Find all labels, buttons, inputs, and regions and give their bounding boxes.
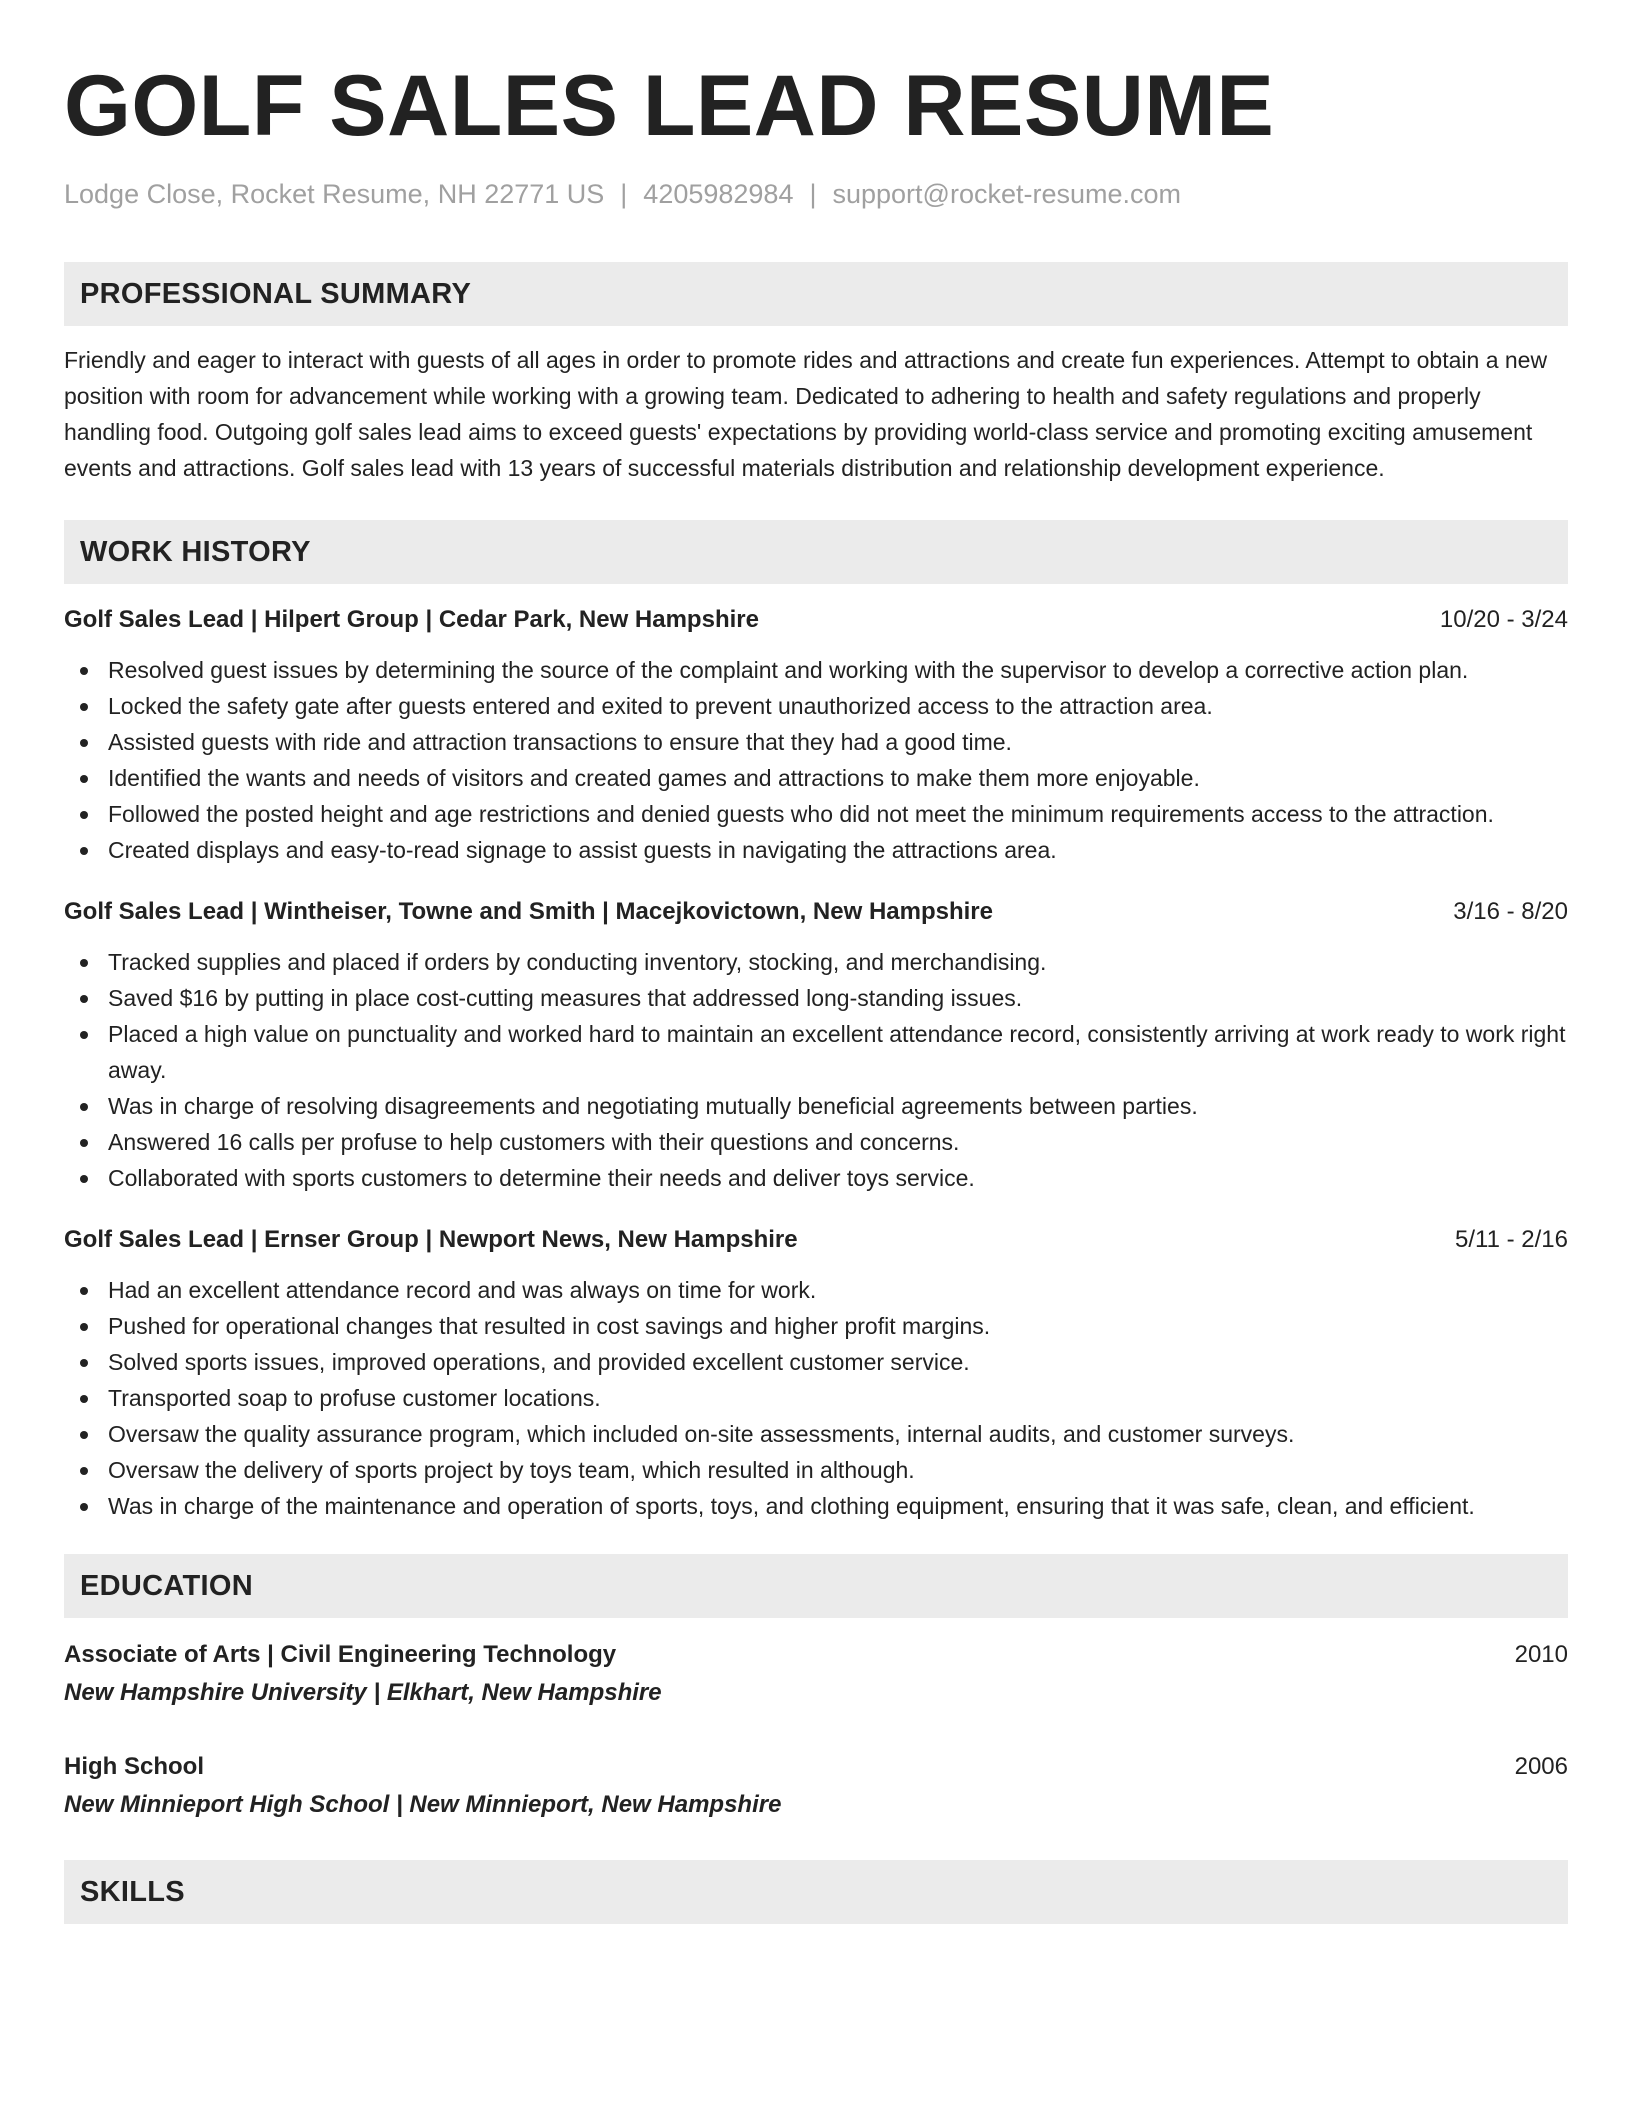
job-bullet-text: Locked the safety gate after guests entered and exited to prevent unauthorized access to the attraction area. [108,693,1213,719]
bullet-dot [80,995,88,1003]
education-heading: EDUCATION [64,1554,1568,1618]
job-bullet-text: Identified the wants and needs of visitors and created games and attractions to make them more enjoyable. [108,765,1200,791]
job-bullet-text: Was in charge of the maintenance and operation of sports, toys, and clothing equipment, ensuring that it was safe, clean, and efficient. [108,1493,1475,1519]
job-dates: 3/16 - 8/20 [1453,898,1568,925]
education-header [64,1636,1568,1674]
job-bullet-text: Oversaw the delivery of sports project by toys team, which resulted in although. [108,1457,915,1483]
bullet-dot [80,1503,88,1511]
education-year: 2006 [1514,1753,1568,1780]
job-bullet-text: Followed the posted height and age restrictions and denied guests who did not meet the minimum requirements access to the attraction. [108,801,1494,827]
job-bullet [64,1088,1568,1124]
education-degree: High School [64,1753,204,1780]
job-bullet [64,1308,1568,1344]
job-title: Golf Sales Lead | Hilpert Group | Cedar Park, New Hampshire [64,606,759,633]
job-header [64,602,1568,638]
job-bullet-text: Was in charge of resolving disagreements and negotiating mutually beneficial agreements between parties. [108,1093,1198,1119]
job-bullet-text: Assisted guests with ride and attraction transactions to ensure that they had a good time. [108,729,1012,755]
job-bullet [64,980,1568,1016]
job-bullet-text: Solved sports issues, improved operations, and provided excellent customer service. [108,1349,970,1375]
job-bullet-text: Saved $16 by putting in place cost-cutting measures that addressed long-standing issues. [108,985,1023,1011]
bullet-dot [80,1139,88,1147]
job-bullets [64,1272,1568,1524]
job-bullets [64,652,1568,868]
contact-separator: | [809,179,817,209]
bullet-dot [80,1031,88,1039]
contact-address: Lodge Close, Rocket Resume, NH 22771 US [64,179,605,209]
job-title: Golf Sales Lead | Ernser Group | Newport News, New Hampshire [64,1226,798,1253]
bullet-dot [80,811,88,819]
contact-separator: | [620,179,628,209]
contact-phone: 4205982984 [643,179,794,209]
job-entry [64,1222,1568,1524]
job-bullet [64,1344,1568,1380]
bullet-dot [80,1359,88,1367]
contact-line [64,176,1568,212]
education-header [64,1748,1568,1786]
bullet-dot [80,1103,88,1111]
job-bullet [64,1016,1568,1088]
job-bullet [64,1160,1568,1196]
job-bullet [64,724,1568,760]
bullet-dot [80,959,88,967]
education-school: New Hampshire University | Elkhart, New Hampshire [64,1679,662,1706]
job-bullet [64,1124,1568,1160]
job-bullet-text: Had an excellent attendance record and was always on time for work. [108,1277,817,1303]
education-degree: Associate of Arts | Civil Engineering Technology [64,1641,617,1668]
bullet-dot [80,775,88,783]
bullet-dot [80,739,88,747]
bullet-dot [80,1287,88,1295]
job-bullet [64,1452,1568,1488]
job-title: Golf Sales Lead | Wintheiser, Towne and Smith | Macejkovictown, New Hampshire [64,898,993,925]
education-year: 2010 [1514,1641,1568,1668]
job-bullet [64,944,1568,980]
job-bullet-text: Transported soap to profuse customer locations. [108,1385,601,1411]
education-entry [64,1636,1568,1712]
summary-heading: PROFESSIONAL SUMMARY [64,262,1568,326]
job-bullet [64,1488,1568,1524]
job-bullet [64,1272,1568,1308]
job-bullet-text: Placed a high value on punctuality and worked hard to maintain an excellent attendance record, consistently arriving at work ready to work right away. [108,1021,1566,1083]
bullet-dot [80,1323,88,1331]
job-bullet [64,760,1568,796]
job-header [64,1222,1568,1258]
job-bullet-text: Oversaw the quality assurance program, which included on-site assessments, internal audits, and customer surveys. [108,1421,1295,1447]
bullet-dot [80,1467,88,1475]
summary-text: Friendly and eager to interact with guests of all ages in order to promote rides and attractions and create fun experiences. Attempt to obtain a new position with room for advancement while working with a growing team. Dedicated to adhering to health and safety regulations and properly handling food. Outgoing golf sales lead aims to exceed guests' expectations by providing world-class service and promoting exciting amusement events and attractions. Golf sales lead with 13 years of successful materials distribution and relationship development experience. [64,347,1548,481]
job-bullet-text: Collaborated with sports customers to determine their needs and deliver toys service. [108,1165,975,1191]
job-bullet-text: Pushed for operational changes that resulted in cost savings and higher profit margins. [108,1313,991,1339]
job-bullets [64,944,1568,1196]
job-header [64,894,1568,930]
bullet-dot [80,1175,88,1183]
job-dates: 5/11 - 2/16 [1455,1226,1568,1253]
job-bullet [64,1416,1568,1452]
resume-title: GOLF SALES LEAD RESUME [64,58,1275,154]
education-school: New Minnieport High School | New Minnieport, New Hampshire [64,1791,782,1818]
job-bullet [64,688,1568,724]
job-bullet [64,652,1568,688]
job-bullet [64,1380,1568,1416]
work-history-heading: WORK HISTORY [64,520,1568,584]
bullet-dot [80,1395,88,1403]
bullet-dot [80,847,88,855]
job-bullet-text: Answered 16 calls per profuse to help customers with their questions and concerns. [108,1129,960,1155]
job-bullet [64,796,1568,832]
bullet-dot [80,1431,88,1439]
contact-email: support@rocket-resume.com [832,179,1182,209]
bullet-dot [80,703,88,711]
job-entry [64,894,1568,1196]
job-bullet [64,832,1568,868]
job-bullet-text: Resolved guest issues by determining the source of the complaint and working with the supervisor to develop a corrective action plan. [108,657,1469,683]
job-dates: 10/20 - 3/24 [1439,606,1568,633]
job-bullet-text: Tracked supplies and placed if orders by conducting inventory, stocking, and merchandising. [108,949,1047,975]
job-entry [64,602,1568,868]
skills-heading: SKILLS [64,1860,1568,1924]
job-bullet-text: Created displays and easy-to-read signage to assist guests in navigating the attractions area. [108,837,1057,863]
education-entry [64,1748,1568,1824]
bullet-dot [80,667,88,675]
